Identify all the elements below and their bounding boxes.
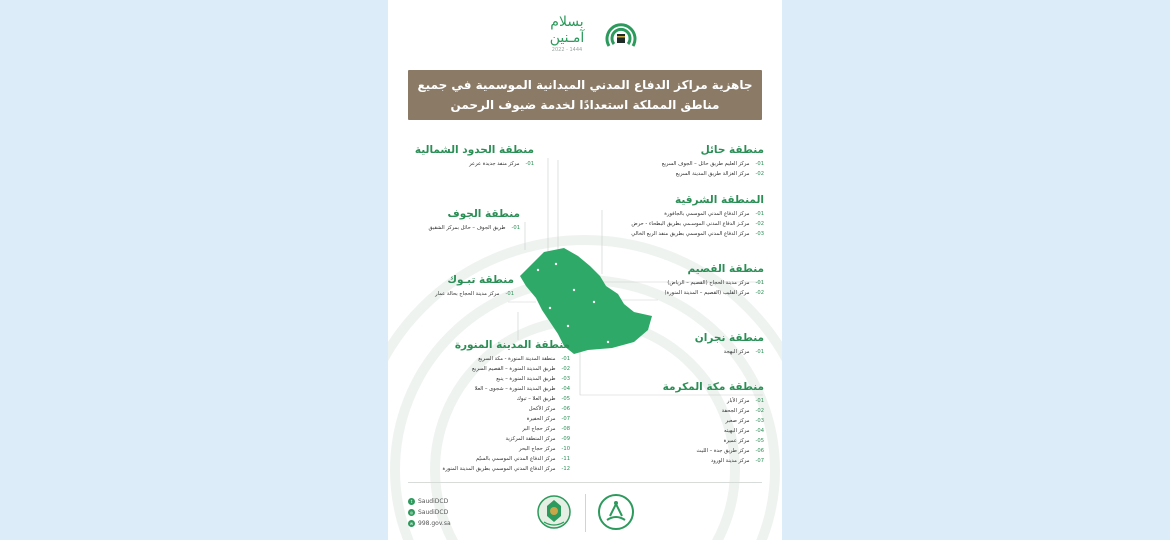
list-item: 04-طريق المدينة المنورة – شجوى – العلا (474, 386, 570, 392)
list-item: 03-طريق المدينة المنورة – ينبع (496, 376, 570, 382)
social-links (408, 496, 451, 529)
region-title: منطقة تبـوك (447, 274, 514, 286)
region-title: منطقة المدينة المنورة (454, 339, 570, 351)
region-hail (662, 143, 764, 179)
region-title: المنطقة الشرقية (675, 194, 764, 206)
logo-line2: آمـنين (549, 30, 585, 46)
footer-divider (408, 482, 762, 483)
region-eastern (631, 193, 764, 239)
list-item: 06-مركز طريق جدة – الليث (696, 448, 764, 454)
list-item: 09-مركز المنطقة المركزية (505, 436, 570, 442)
list-item: 01-مركز منفذ جديدة عرعر (469, 161, 534, 167)
instagram-icon: ◎ (409, 510, 414, 515)
twitter-icon: t (408, 498, 415, 505)
list-item: 01-مركز مدينة الحجاج بحالة عمار (435, 291, 514, 297)
logo-years: 2022 - 1444 (551, 47, 583, 53)
list-item: 01-منطقة المدينة المنورة - مكة السريع (478, 356, 570, 362)
list-item: 01-مركز الدفاع المدني الموسمي بالجافورة (664, 211, 764, 217)
list-item: 04-مركز البهيته (724, 428, 764, 434)
list-item: 01-طريق الجوف – حائل بمركز الشقيق (428, 225, 520, 231)
title-line2: مناطق المملكة استعدادًا لخدمة ضيوف الرحمن (450, 98, 720, 112)
region-najran (695, 331, 764, 357)
list-item: 07-مركز الحفيرة (526, 416, 570, 422)
civil-defense-emblem-icon (534, 492, 574, 532)
region-makkah (663, 380, 764, 466)
list-item: 05-طريق العلا – تبوك (516, 396, 570, 402)
ministry-emblem-icon (596, 492, 636, 532)
region-madinah (443, 338, 571, 474)
logo-line1: بسلام (550, 14, 584, 30)
region-title: منطقة القصيم (687, 263, 764, 275)
website-link[interactable]: w 998.gov.sa (409, 520, 451, 527)
list-item: 07-مركز مدينة الورود (710, 458, 764, 464)
web-icon: w (409, 521, 414, 526)
list-item: 01-مركز العليم طريق حائل – الجوف السريع (661, 161, 764, 167)
title-line1: جاهزية مراكز الدفاع المدني الميدانية الموسمية في جميع (417, 78, 753, 92)
list-item: 01-مركز الأبار (726, 398, 764, 404)
list-item: 03-مركز الدفاع المدني الموسمي بطريق منفذ الربع الخالي (631, 231, 764, 237)
list-item: 02-مركز الغزالة طريق المدينة السريع (675, 171, 764, 177)
list-item: 03-مركز صعبر (725, 418, 764, 424)
list-item: 10-مركز حجاج البحر (518, 446, 570, 452)
list-item: 06-مركز الأكحل (528, 406, 570, 412)
poster (388, 0, 782, 540)
region-jouf (429, 207, 520, 233)
list-item: 02-مركـز الدفاع المدني الموسـمي بطريق البطحاء - حرض (631, 221, 764, 227)
region-northern-borders (415, 143, 534, 169)
list-item: 02-مركز الجحفة (721, 408, 764, 414)
list-item: 02-مركز القليب (القصيم – المدينة المنورة) (664, 290, 764, 296)
list-item: 08-مركز حجاج البر (522, 426, 570, 432)
list-item: 01-مركز البهجة (723, 349, 764, 355)
region-qassim (664, 262, 764, 298)
list-item: 12-مركز الدفاع المدني الموسمي بطريق المدينة المنورة (442, 466, 570, 472)
list-item: 11-مركز الدفاع المدني الموسمي بالسيّم (475, 456, 570, 462)
region-tabuk (435, 273, 514, 299)
list-item: 01-مركز مدينة الحجاج (القصيم – الرياض) (667, 280, 764, 286)
region-title: منطقة حائل (700, 144, 764, 156)
twitter-link[interactable]: t SaudiDCD (408, 496, 451, 507)
region-title: منطقة نجران (694, 332, 764, 344)
list-item: 05-مركز عميرة (723, 438, 764, 444)
region-title: منطقة الحدود الشمالية (414, 144, 534, 156)
list-item: 02-طريق المدينة المنورة – القصيم السريع (472, 366, 570, 372)
emblem-divider (585, 494, 586, 532)
instagram-link[interactable]: ◎ SaudiDCD (409, 509, 449, 516)
region-title: منطقة الجوف (447, 208, 520, 220)
region-title: منطقة مكة المكرمة (662, 381, 764, 393)
